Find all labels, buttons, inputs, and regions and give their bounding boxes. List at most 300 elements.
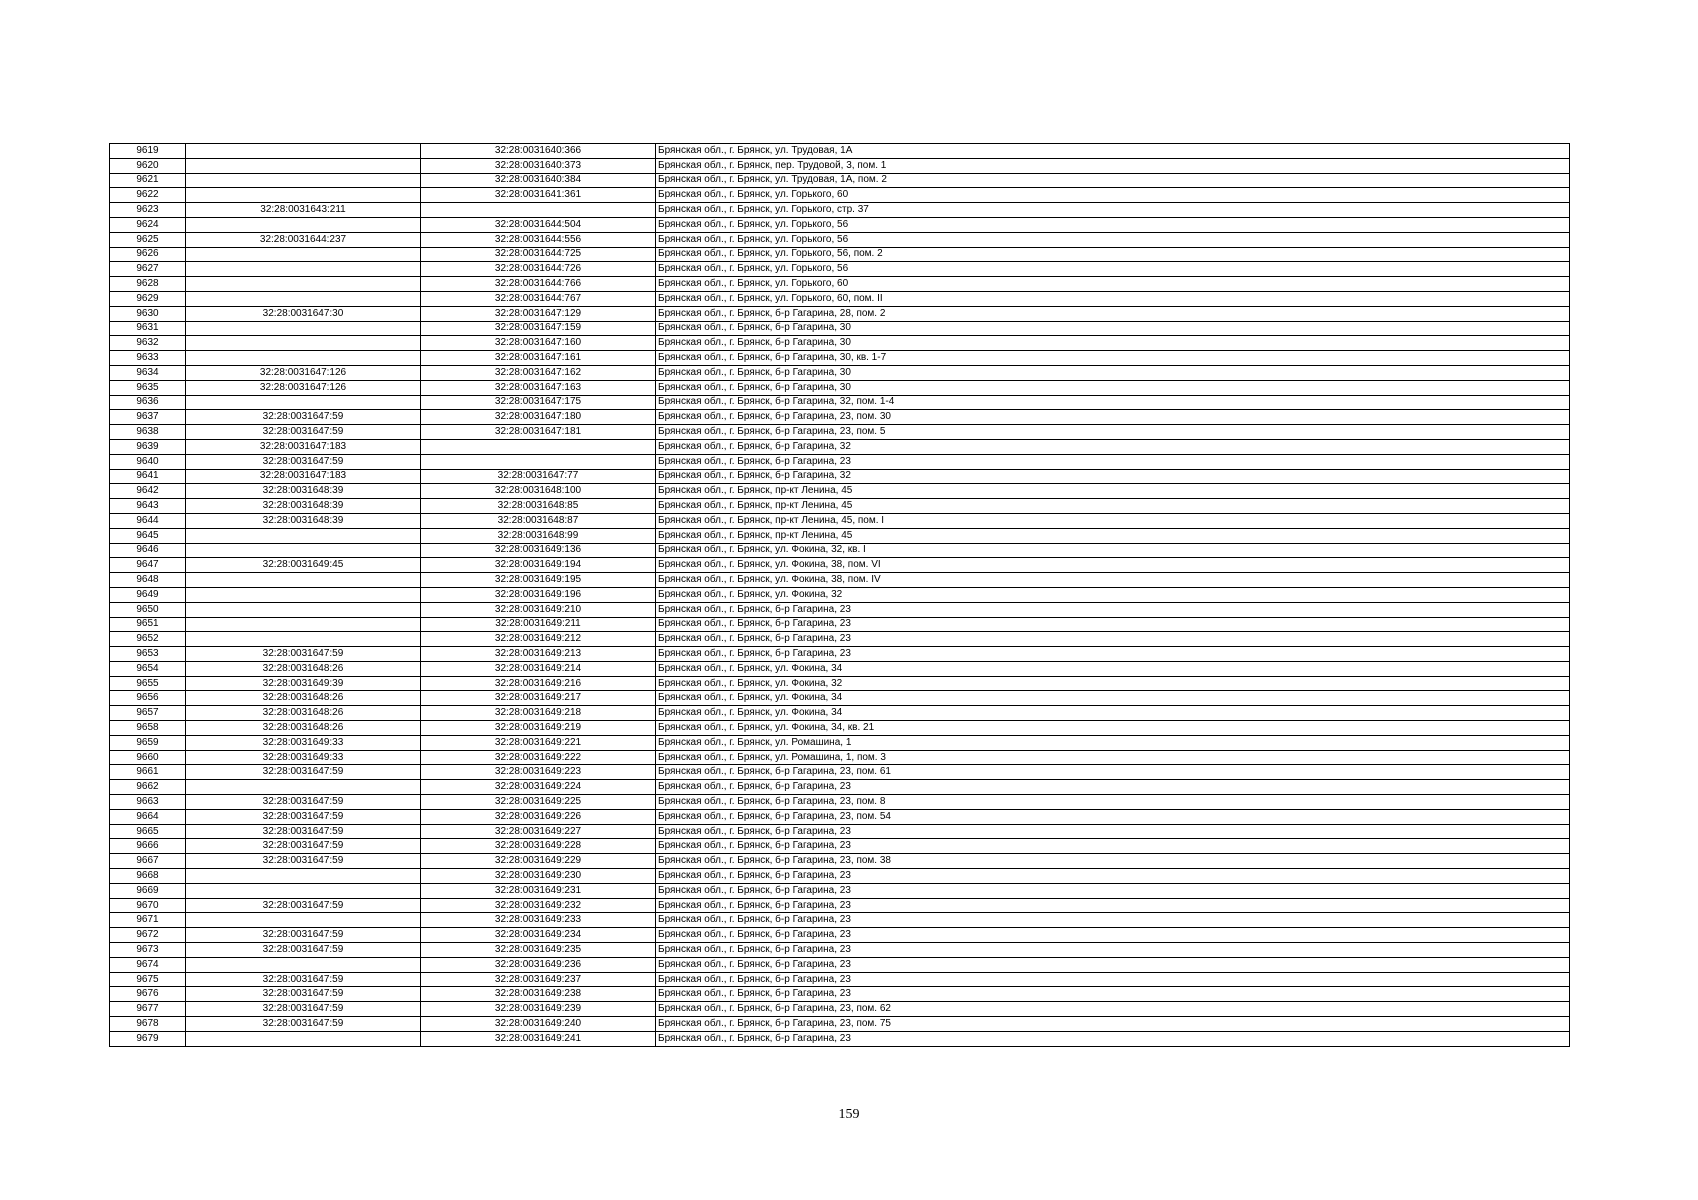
object-number-cell: 32:28:0031644:726 [421, 262, 656, 277]
parcel-number-cell [186, 913, 421, 928]
parcel-number-cell [186, 780, 421, 795]
table-row [110, 173, 1570, 188]
table-row [110, 558, 1570, 573]
table-row [110, 913, 1570, 928]
address-cell: Брянская обл., г. Брянск, б-р Гагарина, 32 [656, 439, 1570, 454]
address-cell: Брянская обл., г. Брянск, ул. Горького, 56 [656, 232, 1570, 247]
row-number-cell: 9672 [110, 928, 186, 943]
row-number-cell: 9632 [110, 336, 186, 351]
address-cell: Брянская обл., г. Брянск, ул. Фокина, 34, кв. 21 [656, 721, 1570, 736]
table-row [110, 587, 1570, 602]
address-cell: Брянская обл., г. Брянск, ул. Горького, 60 [656, 188, 1570, 203]
address-cell: Брянская обл., г. Брянск, б-р Гагарина, 30 [656, 336, 1570, 351]
object-number-cell: 32:28:0031649:195 [421, 573, 656, 588]
parcel-number-cell: 32:28:0031648:26 [186, 706, 421, 721]
address-cell: Брянская обл., г. Брянск, б-р Гагарина, 23 [656, 1031, 1570, 1046]
row-number-cell: 9673 [110, 943, 186, 958]
object-number-cell: 32:28:0031647:161 [421, 351, 656, 366]
row-number-cell: 9653 [110, 647, 186, 662]
parcel-number-cell: 32:28:0031649:33 [186, 750, 421, 765]
registry-table [109, 143, 1570, 1047]
row-number-cell: 9659 [110, 735, 186, 750]
row-number-cell: 9640 [110, 454, 186, 469]
row-number-cell: 9655 [110, 676, 186, 691]
table-row [110, 336, 1570, 351]
table-row [110, 158, 1570, 173]
object-number-cell: 32:28:0031649:211 [421, 617, 656, 632]
address-cell: Брянская обл., г. Брянск, б-р Гагарина, 23 [656, 972, 1570, 987]
table-row [110, 144, 1570, 159]
object-number-cell: 32:28:0031649:221 [421, 735, 656, 750]
parcel-number-cell: 32:28:0031647:59 [186, 1002, 421, 1017]
object-number-cell: 32:28:0031644:766 [421, 277, 656, 292]
parcel-number-cell [186, 336, 421, 351]
row-number-cell: 9645 [110, 528, 186, 543]
object-number-cell: 32:28:0031649:229 [421, 854, 656, 869]
address-cell: Брянская обл., г. Брянск, б-р Гагарина, 23 [656, 632, 1570, 647]
row-number-cell: 9624 [110, 217, 186, 232]
parcel-number-cell: 32:28:0031647:59 [186, 765, 421, 780]
table-row [110, 632, 1570, 647]
address-cell: Брянская обл., г. Брянск, б-р Гагарина, 23, пом. 61 [656, 765, 1570, 780]
parcel-number-cell: 32:28:0031647:59 [186, 647, 421, 662]
object-number-cell: 32:28:0031649:216 [421, 676, 656, 691]
parcel-number-cell: 32:28:0031647:59 [186, 839, 421, 854]
row-number-cell: 9630 [110, 306, 186, 321]
address-cell: Брянская обл., г. Брянск, б-р Гагарина, 23, пом. 54 [656, 809, 1570, 824]
address-cell: Брянская обл., г. Брянск, б-р Гагарина, 23 [656, 869, 1570, 884]
table-row [110, 706, 1570, 721]
row-number-cell: 9637 [110, 410, 186, 425]
table-row [110, 410, 1570, 425]
parcel-number-cell: 32:28:0031647:59 [186, 425, 421, 440]
table-row [110, 306, 1570, 321]
parcel-number-cell: 32:28:0031648:39 [186, 484, 421, 499]
table-row [110, 676, 1570, 691]
table-row [110, 839, 1570, 854]
parcel-number-cell: 32:28:0031647:59 [186, 928, 421, 943]
object-number-cell: 32:28:0031648:87 [421, 513, 656, 528]
parcel-number-cell: 32:28:0031647:59 [186, 1017, 421, 1032]
address-cell: Брянская обл., г. Брянск, ул. Горького, 60, пом. II [656, 291, 1570, 306]
row-number-cell: 9641 [110, 469, 186, 484]
address-cell: Брянская обл., г. Брянск, ул. Горького, 56 [656, 217, 1570, 232]
address-cell: Брянская обл., г. Брянск, б-р Гагарина, 32 [656, 469, 1570, 484]
parcel-number-cell [186, 217, 421, 232]
object-number-cell: 32:28:0031649:136 [421, 543, 656, 558]
table-row [110, 1002, 1570, 1017]
address-cell: Брянская обл., г. Брянск, пр-кт Ленина, 45 [656, 499, 1570, 514]
row-number-cell: 9651 [110, 617, 186, 632]
table-row [110, 188, 1570, 203]
table-row [110, 617, 1570, 632]
parcel-number-cell [186, 883, 421, 898]
parcel-number-cell [186, 291, 421, 306]
parcel-number-cell: 32:28:0031647:183 [186, 439, 421, 454]
object-number-cell: 32:28:0031640:373 [421, 158, 656, 173]
object-number-cell: 32:28:0031649:231 [421, 883, 656, 898]
object-number-cell: 32:28:0031647:77 [421, 469, 656, 484]
object-number-cell: 32:28:0031649:196 [421, 587, 656, 602]
row-number-cell: 9652 [110, 632, 186, 647]
parcel-number-cell [186, 262, 421, 277]
object-number-cell: 32:28:0031649:219 [421, 721, 656, 736]
parcel-number-cell: 32:28:0031643:211 [186, 203, 421, 218]
row-number-cell: 9619 [110, 144, 186, 159]
row-number-cell: 9676 [110, 987, 186, 1002]
object-number-cell: 32:28:0031649:232 [421, 898, 656, 913]
row-number-cell: 9665 [110, 824, 186, 839]
object-number-cell: 32:28:0031649:238 [421, 987, 656, 1002]
object-number-cell: 32:28:0031649:214 [421, 661, 656, 676]
parcel-number-cell: 32:28:0031649:45 [186, 558, 421, 573]
object-number-cell: 32:28:0031649:233 [421, 913, 656, 928]
parcel-number-cell: 32:28:0031647:126 [186, 365, 421, 380]
row-number-cell: 9621 [110, 173, 186, 188]
row-number-cell: 9670 [110, 898, 186, 913]
row-number-cell: 9623 [110, 203, 186, 218]
parcel-number-cell: 32:28:0031648:26 [186, 661, 421, 676]
row-number-cell: 9626 [110, 247, 186, 262]
object-number-cell [421, 439, 656, 454]
row-number-cell: 9639 [110, 439, 186, 454]
parcel-number-cell [186, 602, 421, 617]
table-row [110, 780, 1570, 795]
row-number-cell: 9636 [110, 395, 186, 410]
parcel-number-cell: 32:28:0031647:59 [186, 972, 421, 987]
address-cell: Брянская обл., г. Брянск, пр-кт Ленина, 45, пом. I [656, 513, 1570, 528]
table-row [110, 484, 1570, 499]
address-cell: Брянская обл., г. Брянск, ул. Ромашина, 1, пом. 3 [656, 750, 1570, 765]
parcel-number-cell: 32:28:0031648:39 [186, 499, 421, 514]
address-cell: Брянская обл., г. Брянск, б-р Гагарина, 30, кв. 1-7 [656, 351, 1570, 366]
parcel-number-cell: 32:28:0031647:59 [186, 410, 421, 425]
table-row [110, 647, 1570, 662]
table-row [110, 365, 1570, 380]
table-row [110, 203, 1570, 218]
object-number-cell: 32:28:0031640:384 [421, 173, 656, 188]
parcel-number-cell: 32:28:0031648:39 [186, 513, 421, 528]
row-number-cell: 9678 [110, 1017, 186, 1032]
table-row [110, 854, 1570, 869]
parcel-number-cell: 32:28:0031647:30 [186, 306, 421, 321]
address-cell: Брянская обл., г. Брянск, ул. Ромашина, 1 [656, 735, 1570, 750]
table-row [110, 291, 1570, 306]
row-number-cell: 9647 [110, 558, 186, 573]
row-number-cell: 9669 [110, 883, 186, 898]
table-row [110, 247, 1570, 262]
object-number-cell: 32:28:0031649:194 [421, 558, 656, 573]
table-row [110, 721, 1570, 736]
table-row [110, 661, 1570, 676]
address-cell: Брянская обл., г. Брянск, б-р Гагарина, 23 [656, 943, 1570, 958]
table-row [110, 380, 1570, 395]
object-number-cell: 32:28:0031649:212 [421, 632, 656, 647]
object-number-cell [421, 454, 656, 469]
table-row [110, 454, 1570, 469]
address-cell: Брянская обл., г. Брянск, ул. Горького, 56, пом. 2 [656, 247, 1570, 262]
object-number-cell: 32:28:0031649:236 [421, 957, 656, 972]
row-number-cell: 9631 [110, 321, 186, 336]
object-number-cell: 32:28:0031649:227 [421, 824, 656, 839]
object-number-cell: 32:28:0031649:237 [421, 972, 656, 987]
table-row [110, 277, 1570, 292]
table-row [110, 987, 1570, 1002]
parcel-number-cell: 32:28:0031649:39 [186, 676, 421, 691]
parcel-number-cell: 32:28:0031647:59 [186, 809, 421, 824]
row-number-cell: 9638 [110, 425, 186, 440]
row-number-cell: 9662 [110, 780, 186, 795]
row-number-cell: 9679 [110, 1031, 186, 1046]
address-cell: Брянская обл., г. Брянск, б-р Гагарина, 23 [656, 824, 1570, 839]
parcel-number-cell: 32:28:0031648:26 [186, 721, 421, 736]
address-cell: Брянская обл., г. Брянск, б-р Гагарина, 23 [656, 883, 1570, 898]
row-number-cell: 9661 [110, 765, 186, 780]
parcel-number-cell [186, 957, 421, 972]
address-cell: Брянская обл., г. Брянск, пр-кт Ленина, 45 [656, 528, 1570, 543]
address-cell: Брянская обл., г. Брянск, ул. Трудовая, 1А [656, 144, 1570, 159]
address-cell: Брянская обл., г. Брянск, ул. Фокина, 34 [656, 691, 1570, 706]
parcel-number-cell: 32:28:0031647:59 [186, 987, 421, 1002]
parcel-number-cell [186, 617, 421, 632]
address-cell: Брянская обл., г. Брянск, б-р Гагарина, 30 [656, 365, 1570, 380]
row-number-cell: 9648 [110, 573, 186, 588]
address-cell: Брянская обл., г. Брянск, ул. Фокина, 34 [656, 661, 1570, 676]
table-row [110, 439, 1570, 454]
address-cell: Брянская обл., г. Брянск, б-р Гагарина, 23 [656, 839, 1570, 854]
object-number-cell: 32:28:0031649:234 [421, 928, 656, 943]
object-number-cell: 32:28:0031644:725 [421, 247, 656, 262]
address-cell: Брянская обл., г. Брянск, б-р Гагарина, 28, пом. 2 [656, 306, 1570, 321]
object-number-cell: 32:28:0031647:162 [421, 365, 656, 380]
address-cell: Брянская обл., г. Брянск, б-р Гагарина, 23, пом. 5 [656, 425, 1570, 440]
object-number-cell: 32:28:0031649:226 [421, 809, 656, 824]
parcel-number-cell [186, 395, 421, 410]
object-number-cell: 32:28:0031649:218 [421, 706, 656, 721]
address-cell: Брянская обл., г. Брянск, б-р Гагарина, 23 [656, 647, 1570, 662]
table-row [110, 1031, 1570, 1046]
address-cell: Брянская обл., г. Брянск, б-р Гагарина, 23 [656, 602, 1570, 617]
table-row [110, 824, 1570, 839]
parcel-number-cell [186, 173, 421, 188]
row-number-cell: 9644 [110, 513, 186, 528]
address-cell: Брянская обл., г. Брянск, б-р Гагарина, 23 [656, 898, 1570, 913]
object-number-cell: 32:28:0031644:556 [421, 232, 656, 247]
parcel-number-cell [186, 277, 421, 292]
parcel-number-cell: 32:28:0031647:59 [186, 795, 421, 810]
row-number-cell: 9628 [110, 277, 186, 292]
address-cell: Брянская обл., г. Брянск, ул. Горького, 56 [656, 262, 1570, 277]
page-number: 159 [838, 1107, 860, 1122]
object-number-cell: 32:28:0031648:99 [421, 528, 656, 543]
address-cell: Брянская обл., г. Брянск, ул. Горького, 60 [656, 277, 1570, 292]
parcel-number-cell: 32:28:0031647:59 [186, 943, 421, 958]
address-cell: Брянская обл., г. Брянск, ул. Горького, стр. 37 [656, 203, 1570, 218]
table-row [110, 795, 1570, 810]
parcel-number-cell: 32:28:0031648:26 [186, 691, 421, 706]
row-number-cell: 9629 [110, 291, 186, 306]
parcel-number-cell: 32:28:0031644:237 [186, 232, 421, 247]
object-number-cell: 32:28:0031641:361 [421, 188, 656, 203]
object-number-cell: 32:28:0031647:159 [421, 321, 656, 336]
row-number-cell: 9642 [110, 484, 186, 499]
parcel-number-cell [186, 869, 421, 884]
address-cell: Брянская обл., г. Брянск, б-р Гагарина, 23 [656, 454, 1570, 469]
address-cell: Брянская обл., г. Брянск, ул. Фокина, 38, пом. VI [656, 558, 1570, 573]
table-row [110, 943, 1570, 958]
parcel-number-cell: 32:28:0031647:126 [186, 380, 421, 395]
row-number-cell: 9668 [110, 869, 186, 884]
row-number-cell: 9671 [110, 913, 186, 928]
table-row [110, 765, 1570, 780]
row-number-cell: 9643 [110, 499, 186, 514]
parcel-number-cell: 32:28:0031647:59 [186, 824, 421, 839]
object-number-cell: 32:28:0031648:100 [421, 484, 656, 499]
table-row [110, 528, 1570, 543]
table-row [110, 928, 1570, 943]
row-number-cell: 9620 [110, 158, 186, 173]
row-number-cell: 9633 [110, 351, 186, 366]
address-cell: Брянская обл., г. Брянск, б-р Гагарина, 23, пом. 30 [656, 410, 1570, 425]
object-number-cell: 32:28:0031649:235 [421, 943, 656, 958]
table-row [110, 869, 1570, 884]
parcel-number-cell: 32:28:0031647:59 [186, 898, 421, 913]
address-cell: Брянская обл., г. Брянск, б-р Гагарина, 23 [656, 913, 1570, 928]
row-number-cell: 9657 [110, 706, 186, 721]
table-row [110, 750, 1570, 765]
row-number-cell: 9674 [110, 957, 186, 972]
row-number-cell: 9654 [110, 661, 186, 676]
object-number-cell: 32:28:0031649:223 [421, 765, 656, 780]
parcel-number-cell: 32:28:0031647:59 [186, 454, 421, 469]
address-cell: Брянская обл., г. Брянск, б-р Гагарина, 23, пом. 8 [656, 795, 1570, 810]
row-number-cell: 9660 [110, 750, 186, 765]
table-row [110, 809, 1570, 824]
table-row [110, 425, 1570, 440]
address-cell: Брянская обл., г. Брянск, ул. Фокина, 32, кв. I [656, 543, 1570, 558]
parcel-number-cell [186, 188, 421, 203]
row-number-cell: 9666 [110, 839, 186, 854]
table-row [110, 513, 1570, 528]
object-number-cell: 32:28:0031649:224 [421, 780, 656, 795]
row-number-cell: 9622 [110, 188, 186, 203]
parcel-number-cell: 32:28:0031647:59 [186, 854, 421, 869]
table-row [110, 499, 1570, 514]
object-number-cell: 32:28:0031649:241 [421, 1031, 656, 1046]
address-cell: Брянская обл., г. Брянск, б-р Гагарина, 23 [656, 780, 1570, 795]
address-cell: Брянская обл., г. Брянск, б-р Гагарина, 23 [656, 987, 1570, 1002]
table-row [110, 883, 1570, 898]
object-number-cell: 32:28:0031649:222 [421, 750, 656, 765]
object-number-cell: 32:28:0031649:240 [421, 1017, 656, 1032]
parcel-number-cell [186, 587, 421, 602]
object-number-cell: 32:28:0031640:366 [421, 144, 656, 159]
address-cell: Брянская обл., г. Брянск, ул. Фокина, 32 [656, 676, 1570, 691]
address-cell: Брянская обл., г. Брянск, б-р Гагарина, 30 [656, 321, 1570, 336]
parcel-number-cell [186, 528, 421, 543]
table-row [110, 602, 1570, 617]
parcel-number-cell: 32:28:0031649:33 [186, 735, 421, 750]
object-number-cell: 32:28:0031647:160 [421, 336, 656, 351]
address-cell: Брянская обл., г. Брянск, пер. Трудовой, 3, пом. 1 [656, 158, 1570, 173]
address-cell: Брянская обл., г. Брянск, б-р Гагарина, 23 [656, 928, 1570, 943]
object-number-cell: 32:28:0031649:210 [421, 602, 656, 617]
row-number-cell: 9646 [110, 543, 186, 558]
table-row [110, 217, 1570, 232]
object-number-cell: 32:28:0031649:213 [421, 647, 656, 662]
parcel-number-cell [186, 573, 421, 588]
object-number-cell: 32:28:0031644:504 [421, 217, 656, 232]
table-row [110, 351, 1570, 366]
address-cell: Брянская обл., г. Брянск, б-р Гагарина, 23, пом. 62 [656, 1002, 1570, 1017]
address-cell: Брянская обл., г. Брянск, б-р Гагарина, 32, пом. 1-4 [656, 395, 1570, 410]
object-number-cell [421, 203, 656, 218]
address-cell: Брянская обл., г. Брянск, пр-кт Ленина, 45 [656, 484, 1570, 499]
row-number-cell: 9635 [110, 380, 186, 395]
object-number-cell: 32:28:0031649:239 [421, 1002, 656, 1017]
parcel-number-cell [186, 321, 421, 336]
object-number-cell: 32:28:0031649:228 [421, 839, 656, 854]
address-cell: Брянская обл., г. Брянск, ул. Фокина, 34 [656, 706, 1570, 721]
row-number-cell: 9663 [110, 795, 186, 810]
object-number-cell: 32:28:0031649:230 [421, 869, 656, 884]
row-number-cell: 9656 [110, 691, 186, 706]
parcel-number-cell [186, 1031, 421, 1046]
table-row [110, 262, 1570, 277]
table-row [110, 543, 1570, 558]
registry-table-body [110, 144, 1570, 1047]
table-row [110, 735, 1570, 750]
row-number-cell: 9667 [110, 854, 186, 869]
row-number-cell: 9664 [110, 809, 186, 824]
object-number-cell: 32:28:0031647:180 [421, 410, 656, 425]
row-number-cell: 9650 [110, 602, 186, 617]
object-number-cell: 32:28:0031647:129 [421, 306, 656, 321]
address-cell: Брянская обл., г. Брянск, б-р Гагарина, 23, пом. 75 [656, 1017, 1570, 1032]
address-cell: Брянская обл., г. Брянск, б-р Гагарина, 23 [656, 957, 1570, 972]
parcel-number-cell [186, 144, 421, 159]
table-row [110, 898, 1570, 913]
table-row [110, 232, 1570, 247]
table-row [110, 1017, 1570, 1032]
parcel-number-cell [186, 543, 421, 558]
table-row [110, 573, 1570, 588]
parcel-number-cell [186, 351, 421, 366]
object-number-cell: 32:28:0031649:225 [421, 795, 656, 810]
parcel-number-cell: 32:28:0031647:183 [186, 469, 421, 484]
object-number-cell: 32:28:0031644:767 [421, 291, 656, 306]
object-number-cell: 32:28:0031649:217 [421, 691, 656, 706]
parcel-number-cell [186, 247, 421, 262]
table-row [110, 957, 1570, 972]
address-cell: Брянская обл., г. Брянск, б-р Гагарина, 23, пом. 38 [656, 854, 1570, 869]
address-cell: Брянская обл., г. Брянск, ул. Фокина, 38, пом. IV [656, 573, 1570, 588]
address-cell: Брянская обл., г. Брянск, б-р Гагарина, 30 [656, 380, 1570, 395]
table-row [110, 321, 1570, 336]
row-number-cell: 9649 [110, 587, 186, 602]
address-cell: Брянская обл., г. Брянск, б-р Гагарина, 23 [656, 617, 1570, 632]
row-number-cell: 9627 [110, 262, 186, 277]
row-number-cell: 9677 [110, 1002, 186, 1017]
parcel-number-cell [186, 158, 421, 173]
address-cell: Брянская обл., г. Брянск, ул. Фокина, 32 [656, 587, 1570, 602]
object-number-cell: 32:28:0031647:163 [421, 380, 656, 395]
object-number-cell: 32:28:0031647:175 [421, 395, 656, 410]
row-number-cell: 9658 [110, 721, 186, 736]
object-number-cell: 32:28:0031648:85 [421, 499, 656, 514]
row-number-cell: 9675 [110, 972, 186, 987]
row-number-cell: 9625 [110, 232, 186, 247]
